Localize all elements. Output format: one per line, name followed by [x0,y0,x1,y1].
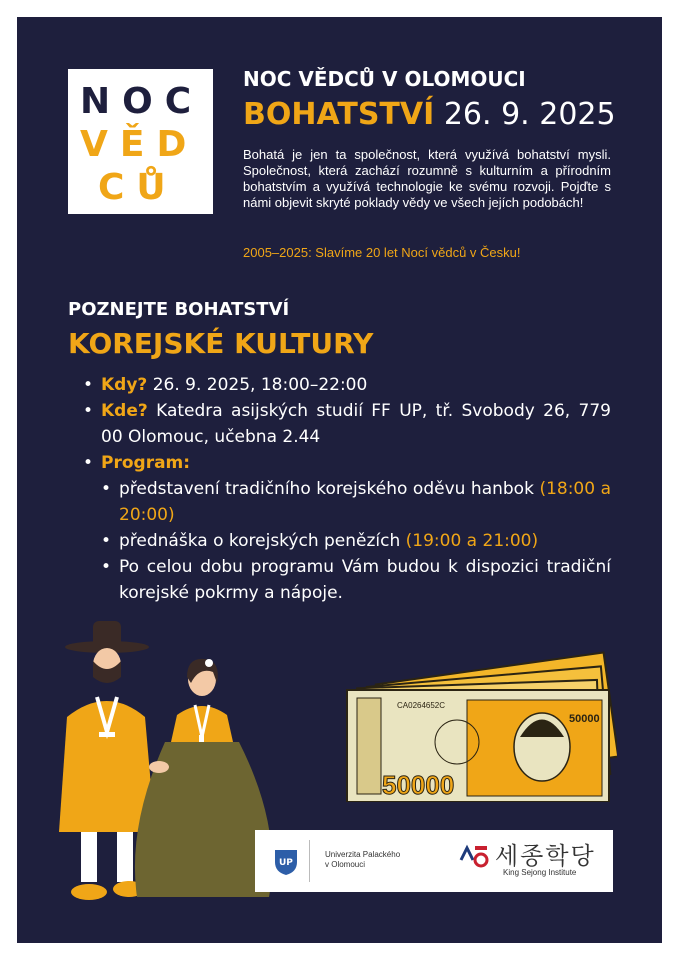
upol-crest-icon [273,848,299,876]
where-value: Katedra asijských studií FF UP, tř. Svobody 26, 779 00 Olomouc, učebna 2.44 [101,401,611,447]
program-entry-time: (19:00 a 21:00) [405,531,539,551]
upol-line2: v Olomouci [325,860,366,869]
when-item [83,372,611,398]
when-value: 26. 9. 2025, 18:00–22:00 [147,375,368,395]
svg-text:UP: UP [279,858,293,868]
program-entry-text: představení tradičního korejského oděvu hanbok [119,479,540,499]
event-theme: BOHATSTVÍ [243,97,435,132]
ksi-korean-name: 세종학당 [495,842,596,870]
program-item [83,450,611,606]
where-item [83,398,611,450]
program-entry-text: přednáška o korejských penězích [119,531,406,551]
banknote-value: 50000 [382,770,455,800]
noc-vedcu-logo [68,69,213,214]
logo-divider [309,840,310,882]
logo-row-1: NOC [80,81,204,122]
program-label: Program: [101,453,191,473]
ksi-english-name: King Sejong Institute [503,868,577,877]
section-heading-line1: POZNEJTE BOHATSTVÍ [68,299,290,320]
when-label: Kdy? [101,375,148,395]
poster [17,17,662,943]
program-entry-text: Po celou dobu programu Vám budou k dispozici tradiční korejské pokrmy a nápoje. [119,557,611,603]
program-entry [101,476,611,528]
event-date: 26. 9. 2025 [443,97,616,132]
partner-logos-bar [255,830,613,892]
section-heading-line2: KOREJSKÉ KULTURY [68,327,374,360]
banknote-value-corner: 50000 [569,713,600,725]
banknotes-illustration [337,642,617,802]
upol-line1: Univerzita Palackého [325,850,401,859]
king-sejong-institute-emblem-icon [455,840,491,870]
details-list [83,372,611,606]
event-theme-date [243,97,616,132]
program-list [101,476,611,606]
anniversary-note: 2005–2025: Slavíme 20 let Nocí vědců v Česku! [243,245,521,260]
where-label: Kde? [101,401,148,421]
program-entry [101,554,611,606]
logo-row-2: VĚD [80,124,199,165]
upol-name [325,850,405,870]
intro-paragraph: Bohatá je jen ta společnost, která využívá bohatství mysli. Společnost, která zachází rozumně s kulturním a přírodním bohatstvím a využívá technologie ke svému rozvoji. Pojďte s námi objevit skryté poklady vědy ve všech jejích podobách! [243,147,611,210]
event-name: NOC VĚDCŮ V OLOMOUCI [243,67,526,91]
program-entry [101,528,611,554]
banknote-serial: CA0264652C [397,701,446,710]
program-entry-time: (18:00 a 20:00) [119,479,611,525]
logo-row-3: CŮ [98,167,178,208]
